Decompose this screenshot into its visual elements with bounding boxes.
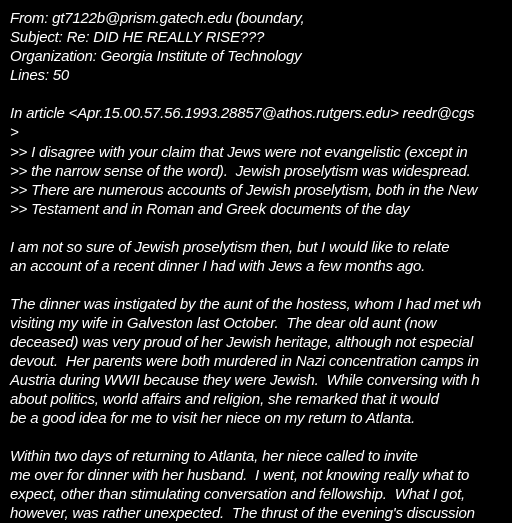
body-line: I am not so sure of Jewish proselytism then, but I would like to relate <box>10 239 450 256</box>
header-subject: Subject: Re: DID HE REALLY RISE??? <box>10 29 265 46</box>
quoted-line: >> Testament and in Roman and Greek documents of the day <box>10 201 410 218</box>
body-line: Within two days of returning to Atlanta, her niece called to invite <box>10 448 418 465</box>
body-line: an account of a recent dinner I had with Jews a few months ago. <box>10 258 426 275</box>
header-organization: Organization: Georgia Institute of Technology <box>10 48 302 65</box>
quoted-line: >> the narrow sense of the word). Jewish proselytism was widespread. <box>10 163 471 180</box>
body-line: visiting my wife in Galveston last October. The dear old aunt (now <box>10 315 437 332</box>
header-lines: Lines: 50 <box>10 67 70 84</box>
quoted-line: >> I disagree with your claim that Jews were not evangelistic (except in <box>10 144 468 161</box>
body-line: however, was rather unexpected. The thrust of the evening's discussion <box>10 505 475 522</box>
quote-marker: > <box>10 124 19 141</box>
quote-attribution: In article <Apr.15.00.57.56.1993.28857@athos.rutgers.edu> reedr@cgs <box>10 105 475 122</box>
body-line: Austria during WWII because they were Jewish. While conversing with h <box>10 372 480 389</box>
body-line: about politics, world affairs and religion, she remarked that it would <box>10 391 439 408</box>
body-line: devout. Her parents were both murdered in Nazi concentration camps in <box>10 353 479 370</box>
body-line: The dinner was instigated by the aunt of the hostess, whom I had met wh <box>10 296 482 313</box>
body-line: deceased) was very proud of her Jewish heritage, although not especial <box>10 334 473 351</box>
quoted-line: >> There are numerous accounts of Jewish proselytism, both in the New <box>10 182 478 199</box>
body-line: expect, other than stimulating conversation and fellowship. What I got, <box>10 486 466 503</box>
body-line: be a good idea for me to visit her niece on my return to Atlanta. <box>10 410 416 427</box>
body-line: me over for dinner with her husband. I went, not knowing really what to <box>10 467 470 484</box>
header-from: From: gt7122b@prism.gatech.edu (boundary, <box>10 10 305 27</box>
